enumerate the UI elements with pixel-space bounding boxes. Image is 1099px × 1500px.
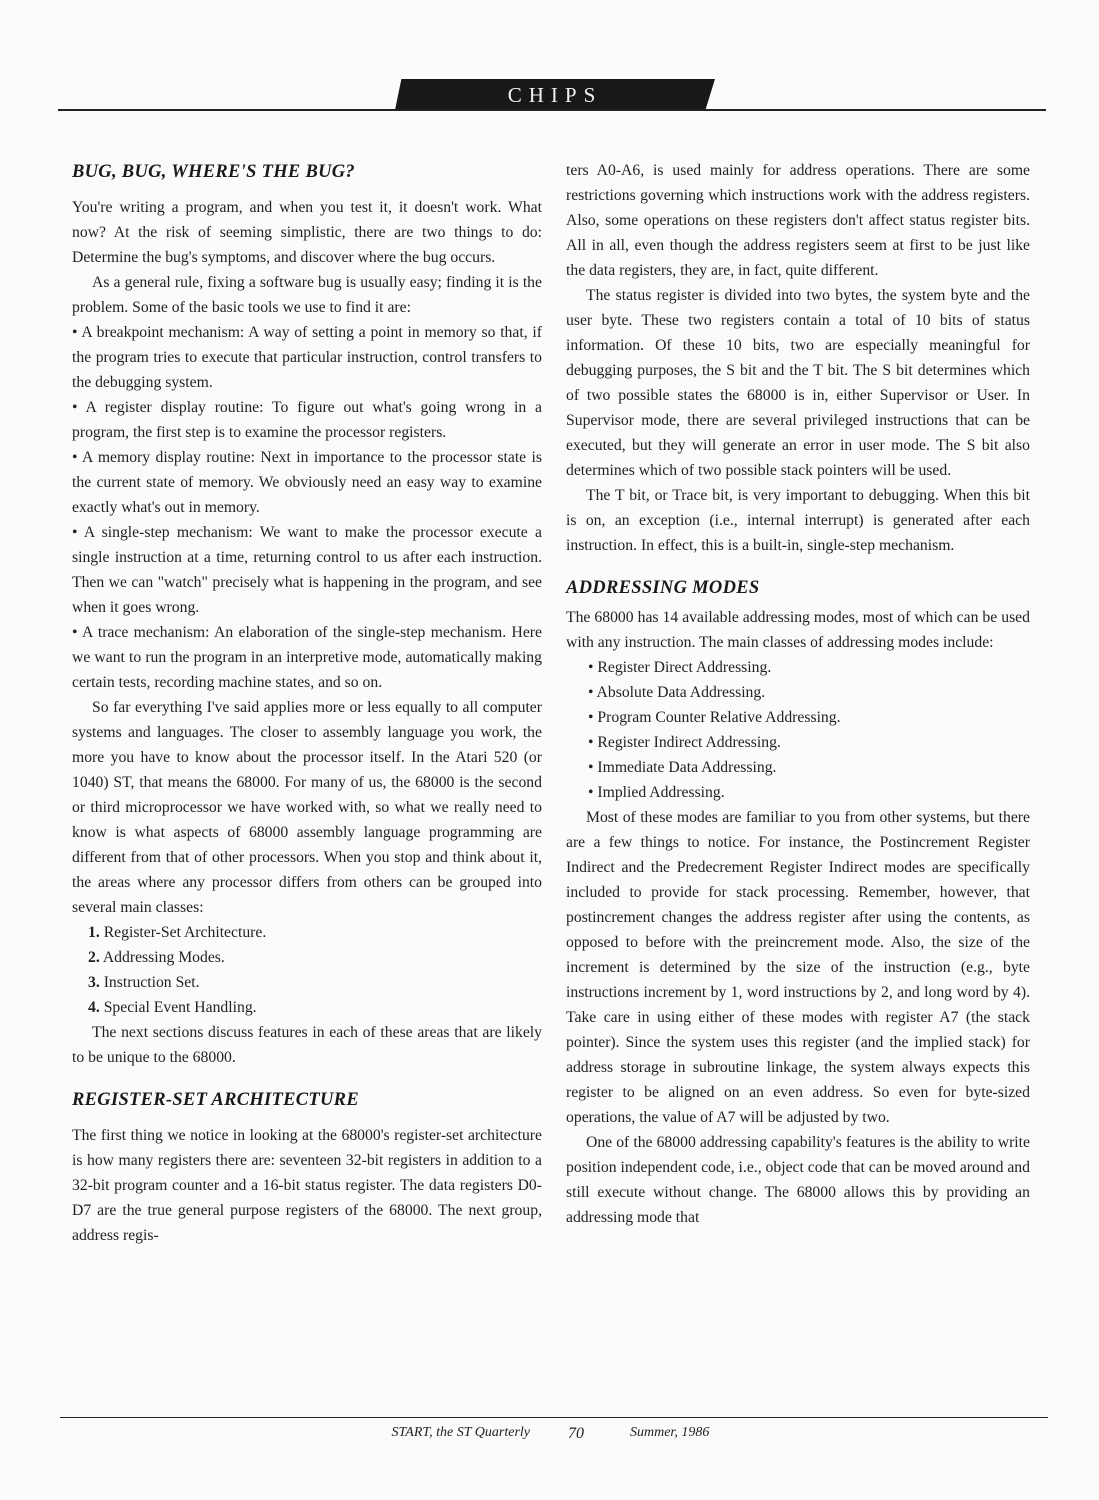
heading-register-set: REGISTER-SET ARCHITECTURE (72, 1090, 359, 1110)
paragraph: The first thing we notice in looking at the 68000's register-set architecture is how many registers there are: seventeen 32-bit registers in addition to a 32-bit program counter and a 16-bit status register. The data registers D0-D7 are the true general purpose registers of the 68000. The next group, address regis- (72, 1127, 542, 1244)
footer-publication: START, the ST Quarterly (391, 1425, 530, 1440)
list-item: 1. Register-Set Architecture. (88, 924, 267, 941)
list-item: • Immediate Data Addressing. (588, 759, 777, 776)
paragraph: So far everything I've said applies more or less equally to all computer systems and languages. The closer to assembly language you work, the more you have to know about the processor itself. In the Atari 520 (or 1040) ST, that means the 68000. For many of us, the 68000 is the second or third microprocessor we have worked with, so what we really need to know is what aspects of 68000 assembly language programming are different from that of other processors. When you stop and think about it, the areas where any processor differs from others can be grouped into several main classes: (72, 699, 542, 916)
paragraph: As a general rule, fixing a software bug is usually easy; finding it is the problem. Some of the basic tools we use to find it are: (72, 274, 542, 316)
paragraph: The T bit, or Trace bit, is very important to debugging. When this bit is on, an exception (i.e., internal interrupt) is generated after each instruction. In effect, this is a built-in, single-step mechanism. (566, 487, 1030, 554)
heading-addressing-modes: ADDRESSING MODES (566, 578, 760, 598)
paragraph: The status register is divided into two bytes, the system byte and the user byte. These two registers contain a total of 10 bits of status information. Of these 10 bits, two are especially meaningful for debugging purposes, the S bit and the T bit. The S bit determines which of two possible states the 68000 is in, either Supervisor or User. In Supervisor mode, there are several privileged instructions that can be executed, but they will generate an error in user mode. The S bit also determines which of two possible stack pointers will be used. (566, 287, 1030, 479)
bullet-item: • A single-step mechanism: We want to make the processor execute a single instruction at a time, returning control to us after each instruction. Then we can "watch" precisely what is happening in the program, and see when it goes wrong. (72, 524, 542, 616)
heading-bug: BUG, BUG, WHERE'S THE BUG? (72, 162, 355, 182)
list-item: • Implied Addressing. (588, 784, 725, 801)
left-column (72, 160, 542, 1248)
numbered-list (72, 920, 542, 1020)
paragraph: ters A0-A6, is used mainly for address operations. There are some restrictions governing which instructions work with the address registers. Also, some operations on these registers don't affect status register bits. All in all, even though the address registers seem at first to be just like the data registers, they are, in fact, quite different. (566, 162, 1030, 279)
list-item: 2. Addressing Modes. (88, 949, 225, 966)
list-item: • Absolute Data Addressing. (588, 684, 766, 701)
header-rule (58, 109, 1046, 111)
paragraph: The 68000 has 14 available addressing modes, most of which can be used with any instruction. The main classes of addressing modes include: (566, 609, 1030, 651)
addressing-mode-list (566, 655, 1030, 805)
section-label: CHIPS (507, 83, 603, 107)
bullet-item: • A breakpoint mechanism: A way of setting a point in memory so that, if the program tries to execute that particular instruction, control transfers to the debugging system. (72, 324, 542, 391)
bullet-item: • A memory display routine: Next in importance to the processor state is the current state of memory. We obviously need an easy way to examine exactly what's out in memory. (72, 449, 542, 516)
page-number: 70 (568, 1425, 584, 1442)
right-column (566, 158, 1030, 1230)
footer-rule (60, 1417, 1048, 1418)
paragraph: The next sections discuss features in each of these areas that are likely to be unique to the 68000. (72, 1024, 542, 1066)
footer-date: Summer, 1986 (630, 1425, 710, 1440)
paragraph: Most of these modes are familiar to you from other systems, but there are a few things to notice. For instance, the Postincrement Register Indirect and the Predecrement Register Indirect modes are specifically included to provide for stack processing. Remember, however, that postincrement changes the address register after using the contents, as opposed to before with the preincrement mode. Also, the size of the increment is determined by the size of the instruction (e.g., byte instructions increment by 1, word instructions by 2, and long word by 4). Take care in using either of these modes with register A7 (the stack pointer). Since the system uses this register (and the implied stack) for address storage in subroutine linkage, the system always expects this register to be aligned on an even address. So even for byte-sized operations, the value of A7 will be adjusted by two. (566, 809, 1030, 1126)
paragraph: One of the 68000 addressing capability's features is the ability to write position independent code, i.e., object code that can be moved around and still execute without change. The 68000 allows this by providing an addressing mode that (566, 1134, 1030, 1226)
list-item: 3. Instruction Set. (88, 974, 200, 991)
paragraph: You're writing a program, and when you test it, it doesn't work. What now? At the risk of seeming simplistic, there are two things to do: Determine the bug's symptoms, and discover where the bug occurs. (72, 199, 542, 266)
list-item: • Register Direct Addressing. (588, 659, 772, 676)
list-item: • Register Indirect Addressing. (588, 734, 781, 751)
list-item: • Program Counter Relative Addressing. (588, 709, 841, 726)
bullet-item: • A register display routine: To figure out what's going wrong in a program, the first step is to examine the processor registers. (72, 399, 542, 441)
list-item: 4. Special Event Handling. (88, 999, 257, 1016)
bullet-item: • A trace mechanism: An elaboration of the single-step mechanism. Here we want to run the program in an interpretive mode, automatically making certain tests, recording machine states, and so on. (72, 624, 542, 691)
